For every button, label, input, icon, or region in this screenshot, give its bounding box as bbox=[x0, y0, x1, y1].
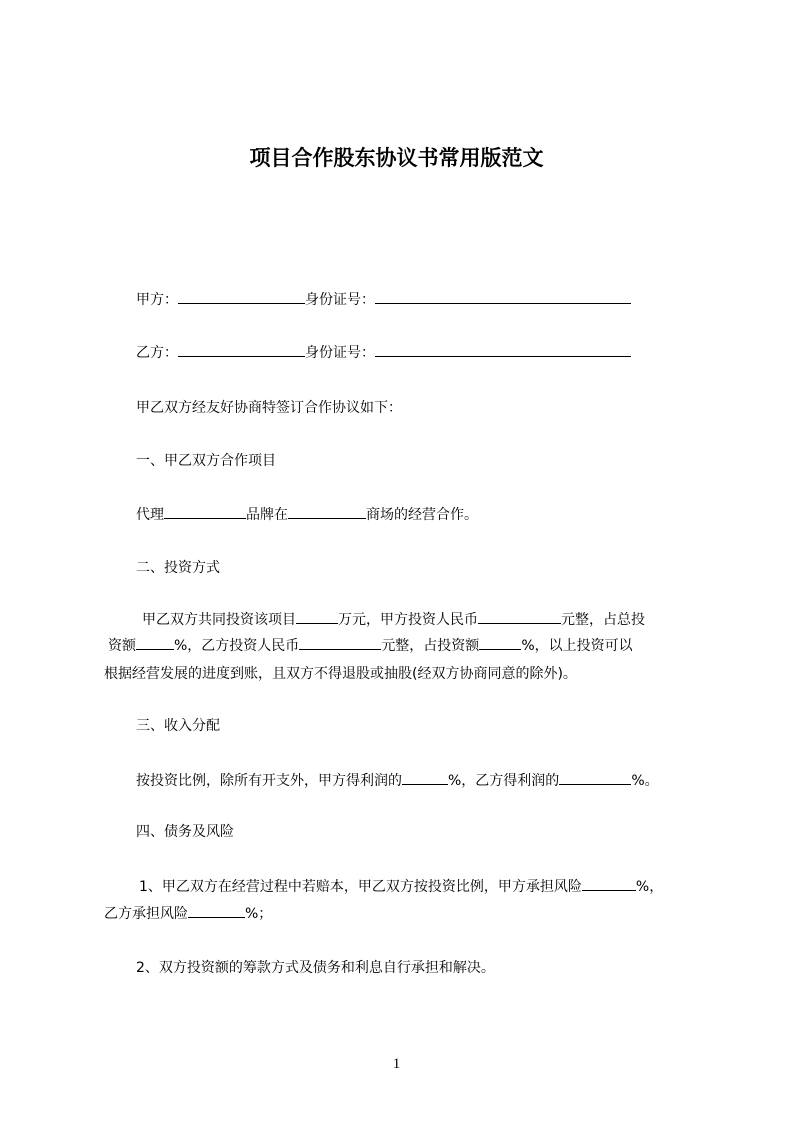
party-b-risk-blank bbox=[188, 904, 245, 918]
section-4-text-a: 1、甲乙双方在经营过程中若赔本，甲乙双方按投资比例，甲方承担风险 bbox=[139, 879, 582, 895]
section-3-text-a: 按投资比例，除所有开支外，甲方得利润的 bbox=[136, 773, 402, 789]
party-b-name-blank bbox=[178, 343, 305, 357]
party-b-percent-blank bbox=[479, 636, 521, 650]
section-2-text-b: 万元，甲方投资人民币 bbox=[338, 612, 478, 628]
party-a-id-blank bbox=[375, 290, 631, 304]
party-b-id-blank bbox=[375, 343, 631, 357]
party-b-label: 乙方： bbox=[136, 345, 178, 361]
section-3-text-c: %。 bbox=[631, 773, 659, 789]
section-4-item-2: 2、双方投资额的筹款方式及债务和利息自行承担和解决。 bbox=[136, 960, 495, 976]
total-investment-blank bbox=[296, 610, 338, 624]
mall-blank bbox=[288, 505, 366, 519]
party-b-line bbox=[136, 343, 631, 363]
section-4-text-c: 乙方承担风险 bbox=[104, 906, 188, 922]
party-a-name-blank bbox=[178, 290, 305, 304]
section-4-item-1-line-1 bbox=[139, 877, 663, 897]
brand-blank bbox=[164, 505, 246, 519]
party-a-label: 甲方： bbox=[136, 292, 178, 308]
party-b-amount-blank bbox=[299, 636, 381, 650]
section-1-paragraph bbox=[136, 505, 478, 525]
page-number: 1 bbox=[392, 1056, 401, 1072]
party-a-percent-blank bbox=[136, 636, 174, 650]
section-2-text-d: 资额 bbox=[108, 638, 136, 654]
section-2-text-e: %，乙方投资人民币 bbox=[174, 638, 300, 654]
section-3-heading: 三、收入分配 bbox=[136, 718, 220, 734]
section-2-text-c: 元整，占总投 bbox=[561, 612, 645, 628]
document-title: 项目合作股东协议书常用版范文 bbox=[249, 146, 544, 170]
section-1-text-a: 代理 bbox=[136, 507, 164, 523]
party-a-id-label: 身份证号： bbox=[305, 292, 375, 308]
section-3-paragraph bbox=[136, 771, 659, 791]
section-4-text-d: %； bbox=[245, 906, 273, 922]
section-2-text-f: 元整，占投资额 bbox=[381, 638, 480, 654]
party-a-line bbox=[136, 290, 631, 310]
party-a-profit-blank bbox=[402, 771, 448, 785]
section-4-text-b: %， bbox=[635, 879, 664, 895]
section-2-text-a: 甲乙双方共同投资该项目 bbox=[142, 612, 296, 628]
party-a-amount-blank bbox=[478, 610, 561, 624]
section-2-line-3: 根据经营发展的进度到账，且双方不得退股或抽股(经双方协商同意的除外)。 bbox=[104, 666, 577, 682]
intro-paragraph: 甲乙双方经友好协商特签订合作协议如下： bbox=[136, 400, 402, 416]
section-2-heading: 二、投资方式 bbox=[136, 560, 220, 576]
section-2-text-g: %，以上投资可以 bbox=[521, 638, 633, 654]
section-1-heading: 一、甲乙双方合作项目 bbox=[136, 453, 276, 469]
section-2-line-2 bbox=[108, 636, 633, 656]
party-b-id-label: 身份证号： bbox=[305, 345, 375, 361]
section-3-text-b: %，乙方得利润的 bbox=[448, 773, 560, 789]
section-1-text-b: 品牌在 bbox=[246, 507, 288, 523]
section-4-heading: 四、债务及风险 bbox=[136, 824, 234, 840]
section-4-item-1-line-2 bbox=[104, 904, 272, 924]
section-1-text-c: 商场的经营合作。 bbox=[366, 507, 478, 523]
section-2-line-1 bbox=[142, 610, 645, 630]
party-b-profit-blank bbox=[559, 771, 631, 785]
party-a-risk-blank bbox=[582, 877, 636, 891]
